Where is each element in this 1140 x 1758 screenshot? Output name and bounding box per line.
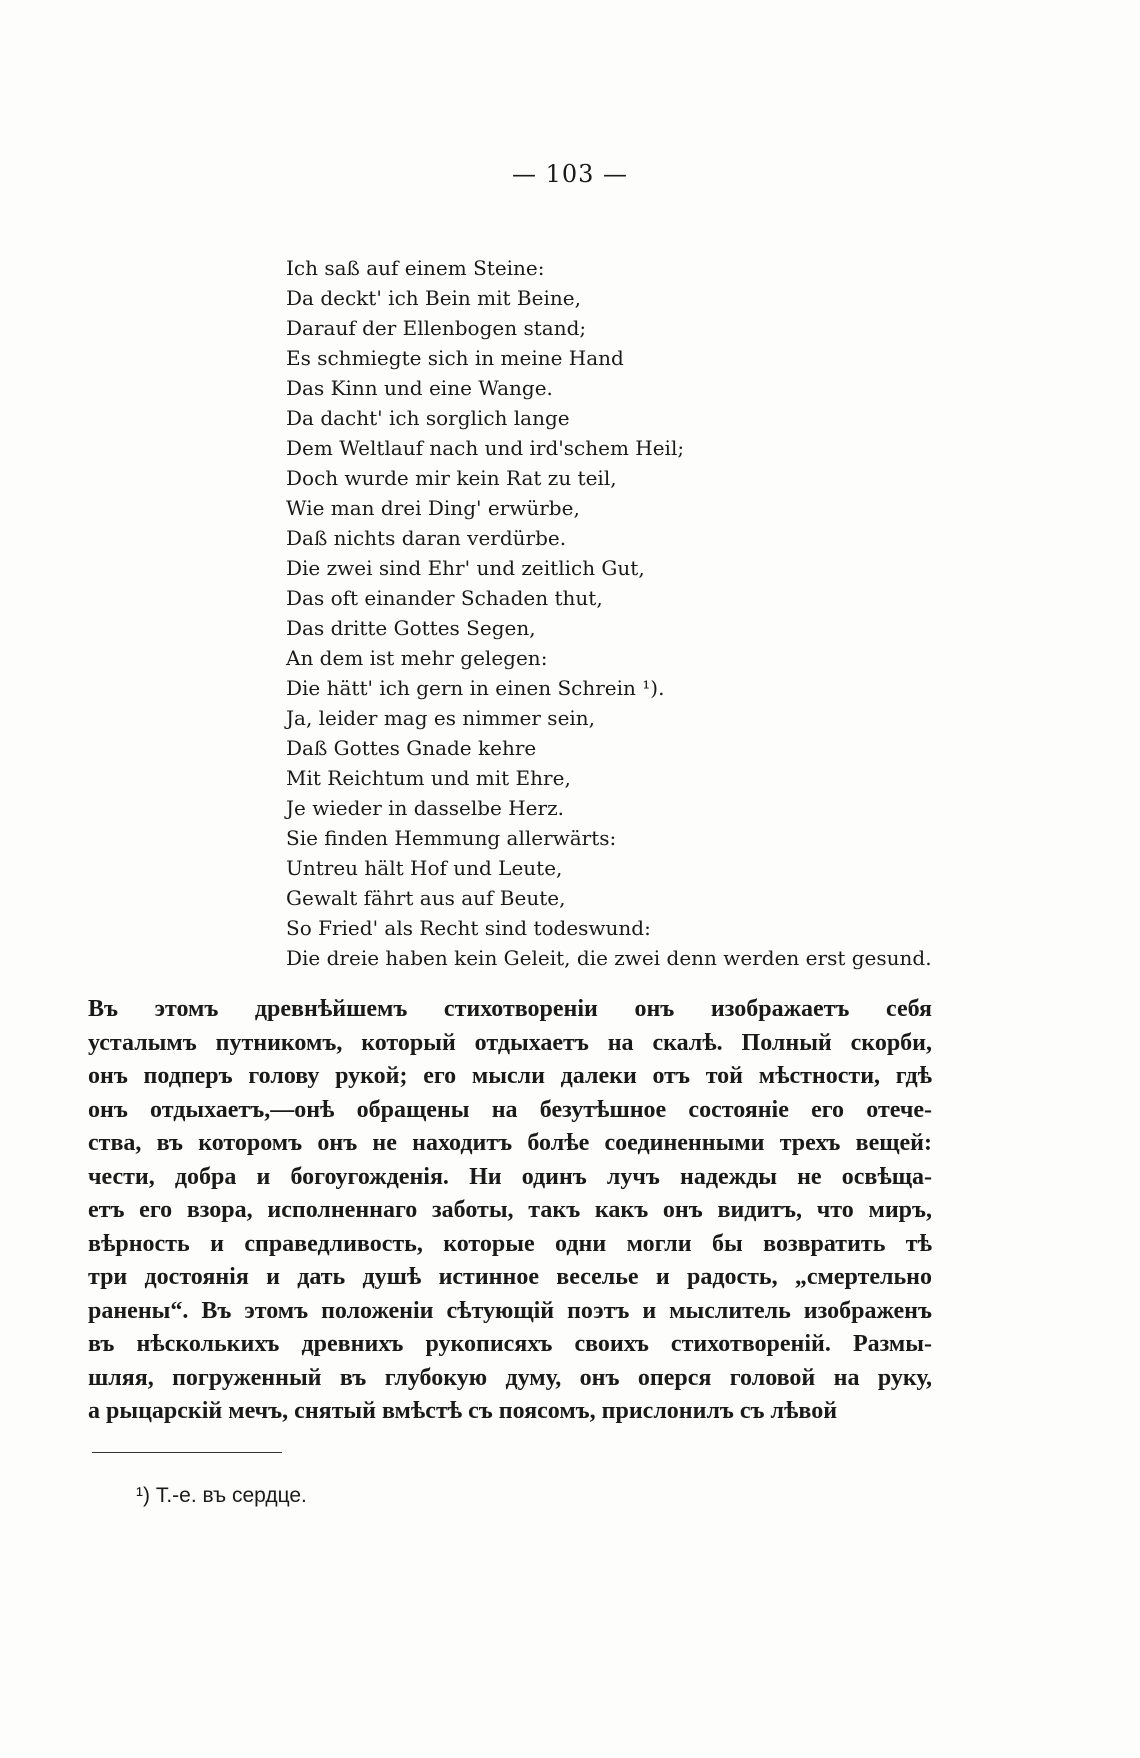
prose-line: шляя, погруженный въ глубокую думу, онъ оперся головой на руку, bbox=[88, 1364, 932, 1391]
prose-line: ранены“. Въ этомъ положеніи сѣтующій поэтъ и мыслитель изображенъ bbox=[88, 1297, 932, 1324]
poem-line: Gewalt fährt aus auf Beute, bbox=[286, 886, 566, 910]
footnote-marker: ¹) bbox=[136, 1484, 150, 1507]
prose-line: ства, въ которомъ онъ не находитъ болѣе соединенными трехъ вещей: bbox=[88, 1130, 932, 1156]
prose-line: а рыцарскій мечъ, снятый вмѣстѣ съ поясомъ, прислонилъ съ лѣвой bbox=[88, 1398, 838, 1424]
prose-line: чести, добра и богоугожденія. Ни одинъ лучъ надежды не освѣща- bbox=[88, 1163, 932, 1190]
poem-line: Sie finden Hemmung allerwärts: bbox=[286, 826, 617, 850]
prose-line: онъ отдыхаетъ,—онѣ обращены на безутѣшное состояніе его отече- bbox=[88, 1096, 932, 1123]
page-number: — 103 — bbox=[511, 160, 629, 188]
footnote-text: Т.-е. въ сердце. bbox=[155, 1484, 307, 1507]
poem-line: Daß nichts daran verdürbe. bbox=[286, 526, 567, 550]
prose-line: въ нѣсколькихъ древнихъ рукописяхъ своихъ стихотвореній. Размы- bbox=[88, 1331, 932, 1357]
prose-line: усталымъ путникомъ, который отдыхаетъ на скалѣ. Полный скорби, bbox=[88, 1029, 932, 1056]
poem-line: Untreu hält Hof und Leute, bbox=[286, 856, 563, 880]
poem-line: Darauf der Ellenbogen stand; bbox=[286, 316, 587, 340]
poem-line: Die hätt' ich gern in einen Schrein ¹). bbox=[286, 676, 665, 700]
poem-line: Das oft einander Schaden thut, bbox=[286, 586, 603, 610]
prose-line: вѣрность и справедливость, которые одни могли бы возвратить тѣ bbox=[88, 1230, 932, 1257]
poem-line: Die zwei sind Ehr' und zeitlich Gut, bbox=[286, 556, 645, 580]
poem-line: Das dritte Gottes Segen, bbox=[286, 616, 536, 640]
prose-paragraph bbox=[88, 993, 932, 1429]
prose-line: етъ его взора, исполненнаго заботы, такъ какъ онъ видитъ, что миръ, bbox=[88, 1197, 932, 1223]
poem-line: Da dacht' ich sorglich lange bbox=[286, 406, 570, 430]
prose-line: онъ подперъ голову рукой; его мысли далеки отъ той мѣстности, гдѣ bbox=[88, 1063, 932, 1089]
poem-line: Daß Gottes Gnade kehre bbox=[286, 736, 537, 760]
poem-line: Wie man drei Ding' erwürbe, bbox=[286, 496, 580, 520]
poem-line: Je wieder in dasselbe Herz. bbox=[286, 796, 564, 820]
poem-line: Das Kinn und eine Wange. bbox=[286, 376, 553, 400]
prose-line: Въ этомъ древнѣйшемъ стихотвореніи онъ изображаетъ себя bbox=[88, 996, 932, 1022]
poem-line: Doch wurde mir kein Rat zu teil, bbox=[286, 466, 617, 490]
poem-line: Dem Weltlauf nach und ird'schem Heil; bbox=[286, 436, 685, 460]
poem-line: Die dreie haben kein Geleit, die zwei denn werden erst gesund. bbox=[286, 946, 932, 970]
poem-line: Es schmiegte sich in meine Hand bbox=[286, 346, 624, 370]
prose-line: три достоянія и дать душѣ истинное веселье и радость, „смертельно bbox=[88, 1264, 932, 1290]
poem-line: Da deckt' ich Bein mit Beine, bbox=[286, 286, 581, 310]
poem-line: Ich saß auf einem Steine: bbox=[286, 256, 545, 280]
poem-line: An dem ist mehr gelegen: bbox=[286, 646, 548, 670]
poem bbox=[286, 253, 1046, 973]
footnote-divider bbox=[92, 1452, 282, 1453]
poem-line: Ja, leider mag es nimmer sein, bbox=[286, 706, 596, 730]
poem-line: Mit Reichtum und mit Ehre, bbox=[286, 766, 571, 790]
poem-line: So Fried' als Recht sind todeswund: bbox=[286, 916, 651, 940]
footnote bbox=[136, 1484, 307, 1508]
